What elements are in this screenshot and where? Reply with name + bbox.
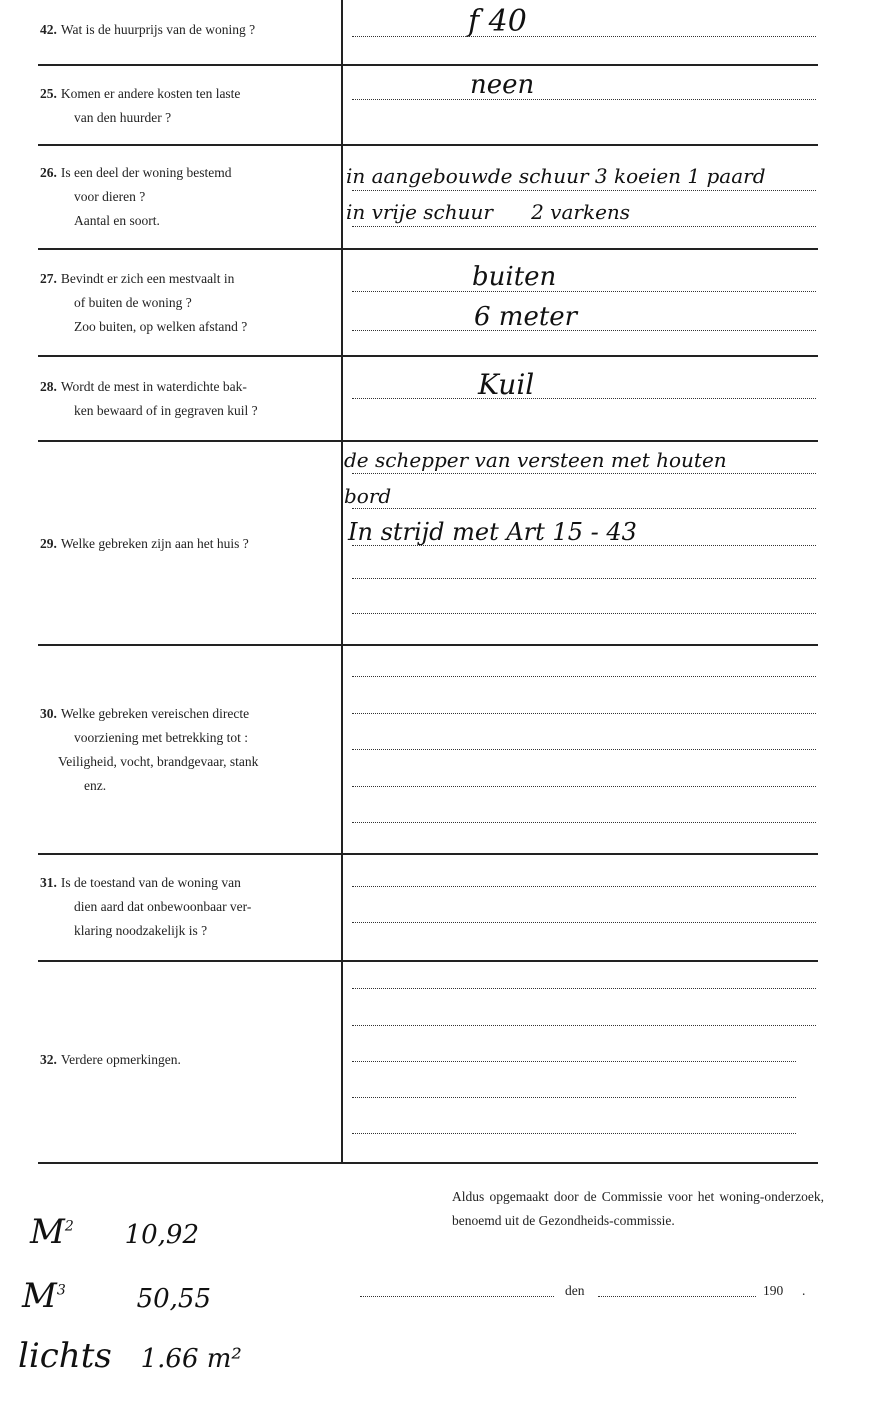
margin-note-volume — [22, 1276, 211, 1316]
question-text: enz. — [84, 778, 107, 793]
question-text: of buiten de woning ? — [74, 295, 192, 310]
answer-27-line1: buiten — [472, 262, 557, 292]
question-text: Aantal en soort. — [74, 213, 160, 228]
answer-29-line3: In strijd met Art 15 - 43 — [348, 518, 637, 546]
answer-line — [352, 508, 816, 509]
question-text: Komen er andere kosten ten laste — [60, 86, 241, 101]
question-text: Wat is de huurprijs van de woning ? — [60, 22, 256, 37]
question-text: voorziening met betrekking tot : — [74, 730, 248, 745]
answer-29-line2: bord — [344, 484, 392, 508]
question-text: ken bewaard of in gegraven kuil ? — [74, 403, 258, 418]
question-27 — [40, 267, 335, 339]
answer-line — [352, 398, 816, 399]
answer-line — [352, 922, 816, 923]
answer-27-line2: 6 meter — [474, 302, 578, 332]
answer-line — [352, 36, 816, 37]
answer-line — [352, 1097, 796, 1098]
note-value: 10,92 — [124, 1220, 199, 1250]
answer-line — [352, 1133, 796, 1134]
answer-line — [352, 713, 816, 714]
answer-line — [352, 578, 816, 579]
answer-line — [352, 99, 816, 100]
note-superscript: 2 — [64, 1218, 74, 1235]
commission-statement: Aldus opgemaakt door de Commissie voor het woning-onderzoek, benoemd uit de Gezondheids-commissie. — [452, 1189, 824, 1228]
question-28 — [40, 375, 335, 423]
question-25 — [40, 82, 335, 130]
answer-26-line1: in aangebouwde schuur 3 koeien 1 paard — [346, 164, 766, 188]
question-number: 27. — [40, 271, 57, 286]
answer-line — [352, 749, 816, 750]
question-31 — [40, 871, 335, 943]
answer-line — [352, 473, 816, 474]
answer-line — [352, 1061, 796, 1062]
row-separator — [38, 1162, 818, 1164]
column-divider — [341, 0, 343, 1162]
row-separator — [38, 144, 818, 146]
answer-line — [352, 190, 816, 191]
year-label: 190 — [763, 1283, 784, 1298]
answer-line — [352, 786, 816, 787]
question-text: Zoo buiten, op welken afstand ? — [74, 319, 248, 334]
row-separator — [38, 248, 818, 250]
date-line — [598, 1296, 756, 1297]
note-value: 50,55 — [136, 1284, 211, 1314]
row-separator — [38, 64, 818, 66]
question-text: Is de toestand van de woning van — [60, 875, 241, 890]
note-label: M — [30, 1212, 65, 1252]
question-number: 29. — [40, 536, 57, 551]
answer-25: neen — [470, 70, 535, 100]
question-text: klaring noodzakelijk is ? — [74, 923, 208, 938]
note-label: lichts — [18, 1336, 112, 1376]
question-number: 26. — [40, 165, 57, 180]
answer-line — [352, 886, 816, 887]
row-separator — [38, 960, 818, 962]
question-number: 32. — [40, 1052, 57, 1067]
place-line — [360, 1296, 554, 1297]
answer-42: f 40 — [468, 4, 527, 39]
question-text: Is een deel der woning bestemd — [60, 165, 232, 180]
answer-line — [352, 676, 816, 677]
question-30 — [40, 702, 335, 798]
answer-line — [352, 226, 816, 227]
answer-29-line1: de schepper van versteen met houten — [344, 448, 727, 472]
row-separator — [38, 440, 818, 442]
year-suffix: . — [802, 1283, 806, 1298]
question-text: van den huurder ? — [74, 110, 172, 125]
question-text: Welke gebreken zijn aan het huis ? — [60, 536, 249, 551]
margin-note-area — [30, 1212, 199, 1252]
row-separator — [38, 355, 818, 357]
question-text: Wordt de mest in waterdichte bak- — [60, 379, 247, 394]
note-value: 1.66 m² — [140, 1344, 242, 1374]
question-number: 42. — [40, 22, 57, 37]
row-separator — [38, 644, 818, 646]
answer-line — [352, 1025, 816, 1026]
question-text: Bevindt er zich een mestvaalt in — [60, 271, 235, 286]
answer-line — [352, 822, 816, 823]
question-26 — [40, 161, 335, 233]
answer-line — [352, 291, 816, 292]
answer-26-line2: in vrije schuur 2 varkens — [346, 200, 631, 224]
question-number: 28. — [40, 379, 57, 394]
question-number: 25. — [40, 86, 57, 101]
row-separator — [38, 853, 818, 855]
question-42 — [40, 18, 335, 42]
question-text: voor dieren ? — [74, 189, 146, 204]
question-32 — [40, 1048, 335, 1072]
answer-line — [352, 330, 816, 331]
question-text: dien aard dat onbewoonbaar ver- — [74, 899, 252, 914]
question-number: 30. — [40, 706, 57, 721]
answer-28: Kuil — [478, 368, 535, 401]
question-29 — [40, 532, 335, 556]
question-text: Verdere opmerkingen. — [60, 1052, 181, 1067]
question-text: Welke gebreken vereischen directe — [60, 706, 250, 721]
den-label: den — [565, 1283, 585, 1298]
question-text: Veiligheid, vocht, brandgevaar, stank — [58, 754, 259, 769]
margin-note-light — [18, 1336, 242, 1376]
answer-line — [352, 613, 816, 614]
answer-line — [352, 988, 816, 989]
note-label: M — [22, 1276, 57, 1316]
question-number: 31. — [40, 875, 57, 890]
note-superscript: 3 — [56, 1282, 66, 1299]
